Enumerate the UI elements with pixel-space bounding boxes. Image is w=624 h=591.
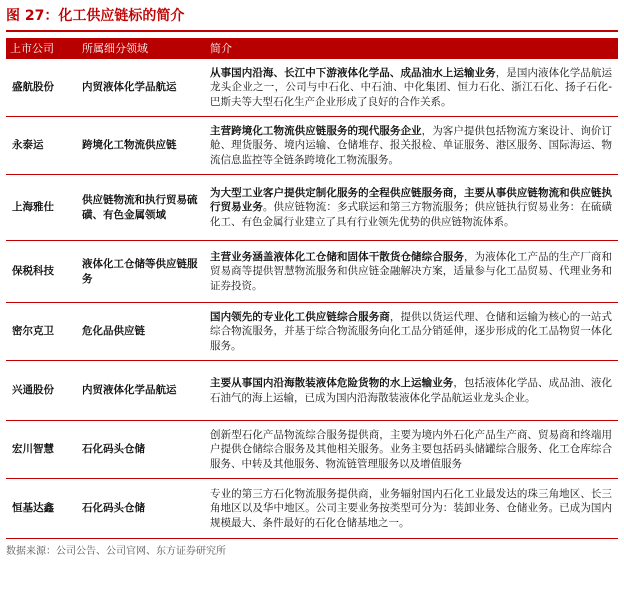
header-company: 上市公司 — [10, 42, 54, 55]
segment: 跨境化工物流供应链 — [82, 139, 177, 152]
intro-highlight: 为大型工业客户提供定制化服务的全程供应链服务商，主要从事供应链物流和供应链执行贸易业务 — [210, 186, 612, 214]
intro-text: 创新型石化产品物流综合服务提供商，主要为境内外石化产品生产商、贸易商和终端用户提供仓储综合服务及其他相关服务。业务主要包括码头储罐综合服务、化工仓库综合服务、中转及其他服务、物流链管理服务以及增值服务 — [210, 428, 612, 470]
intro — [204, 376, 618, 405]
company-name: 宏川智慧 — [12, 443, 54, 456]
table-row — [6, 241, 618, 303]
intro-text: ，提供以货运代理、仓储和运输为核心的一站式综合物流服务，并基于综合物流服务向化工品分销延伸，逐步形成的化工品物贸一体化服务。 — [210, 310, 613, 352]
company-name: 保税科技 — [12, 265, 54, 278]
intro-text: ，是国内液体化学品航运龙头企业之一，公司与中石化、中石油、中化集团、恒力石化、浙江石化、扬子石化-巴斯夫等大型石化生产企业形成了良好的合作关系。 — [210, 66, 613, 108]
segment: 内贸液体化学品航运 — [82, 384, 177, 397]
intro — [204, 487, 618, 531]
intro-text: ，为液体化工产品的生产厂商和贸易商等提供智慧物流服务和供应链金融解决方案，适量参与化工品贸易、代理业务和证券投资。 — [210, 250, 613, 292]
company-name: 恒基达鑫 — [12, 502, 54, 515]
intro-text: ，为客户提供包括物流方案设计、询价订舱、理货服务、境内运输、仓储堆存、报关报检、单证服务、港区服务、国际海运、物流信息监控等全链条跨境化工物流服务。 — [210, 124, 613, 166]
intro — [204, 310, 618, 354]
figure-title: 图 27：化工供应链标的简介 — [6, 4, 618, 32]
company-name: 密尔克卫 — [12, 325, 54, 338]
segment: 供应链物流和执行贸易硫磺、有色金属领域 — [82, 194, 198, 221]
intro-highlight: 主要从事国内沿海散装液体危险货物的水上运输业务 — [210, 377, 454, 389]
source-note: 数据来源：公司公告、公司官网、东方证券研究所 — [6, 546, 226, 557]
segment: 液体化工仓储等供应链服务 — [82, 258, 198, 285]
intro-highlight: 从事国内沿海、长江中下游液体化学品、成品油水上运输业务 — [210, 66, 496, 79]
header-segment: 所属细分领域 — [82, 42, 148, 55]
segment: 危化品供应链 — [82, 325, 145, 338]
table-row — [6, 303, 618, 361]
segment: 石化码头仓储 — [82, 502, 145, 515]
header-intro: 简介 — [210, 42, 232, 55]
table-row — [6, 59, 618, 117]
intro-text: 专业的第三方石化物流服务提供商，业务辐射国内石化工业最发达的珠三角地区、长三角地区以及华中地区。公司主要业务按类型可分为：装卸业务、仓储业务。已成为国内规模最大、条件最好的石化仓储基地之一。 — [210, 487, 612, 529]
table-row — [6, 175, 618, 241]
intro-highlight: 国内领先的专业化工供应链综合服务商 — [210, 310, 390, 323]
company-name: 上海雅仕 — [12, 201, 54, 214]
intro — [204, 124, 618, 168]
intro — [204, 428, 618, 472]
intro-text: 。供应链物流：多式联运和第三方物流服务；供应链执行贸易业务：在硫磺化工、有色金属行业建立了具有行业领先优势的供应链物流体系。 — [210, 201, 612, 228]
intro — [204, 66, 618, 110]
table-header — [6, 39, 618, 59]
table-row — [6, 421, 618, 479]
intro — [204, 186, 618, 230]
table-row — [6, 361, 618, 421]
intro — [204, 250, 618, 294]
company-name: 兴通股份 — [12, 384, 54, 397]
segment: 石化码头仓储 — [82, 443, 145, 456]
company-name: 永泰运 — [12, 139, 44, 152]
intro-highlight: 主营业务涵盖液体化工仓储和固体干散货仓储综合服务 — [210, 250, 464, 263]
intro-text: ，包括液体化学品、成品油、液化石油气的海上运输，已成为国内沿海散装液体化学品航运业龙头企业。 — [210, 377, 613, 404]
company-name: 盛航股份 — [12, 81, 54, 94]
company-table — [6, 38, 618, 539]
segment: 内贸液体化学品航运 — [82, 81, 177, 94]
table-row — [6, 479, 618, 539]
intro-highlight: 主营跨境化工物流供应链服务的现代服务企业 — [210, 124, 422, 137]
table-row — [6, 117, 618, 175]
